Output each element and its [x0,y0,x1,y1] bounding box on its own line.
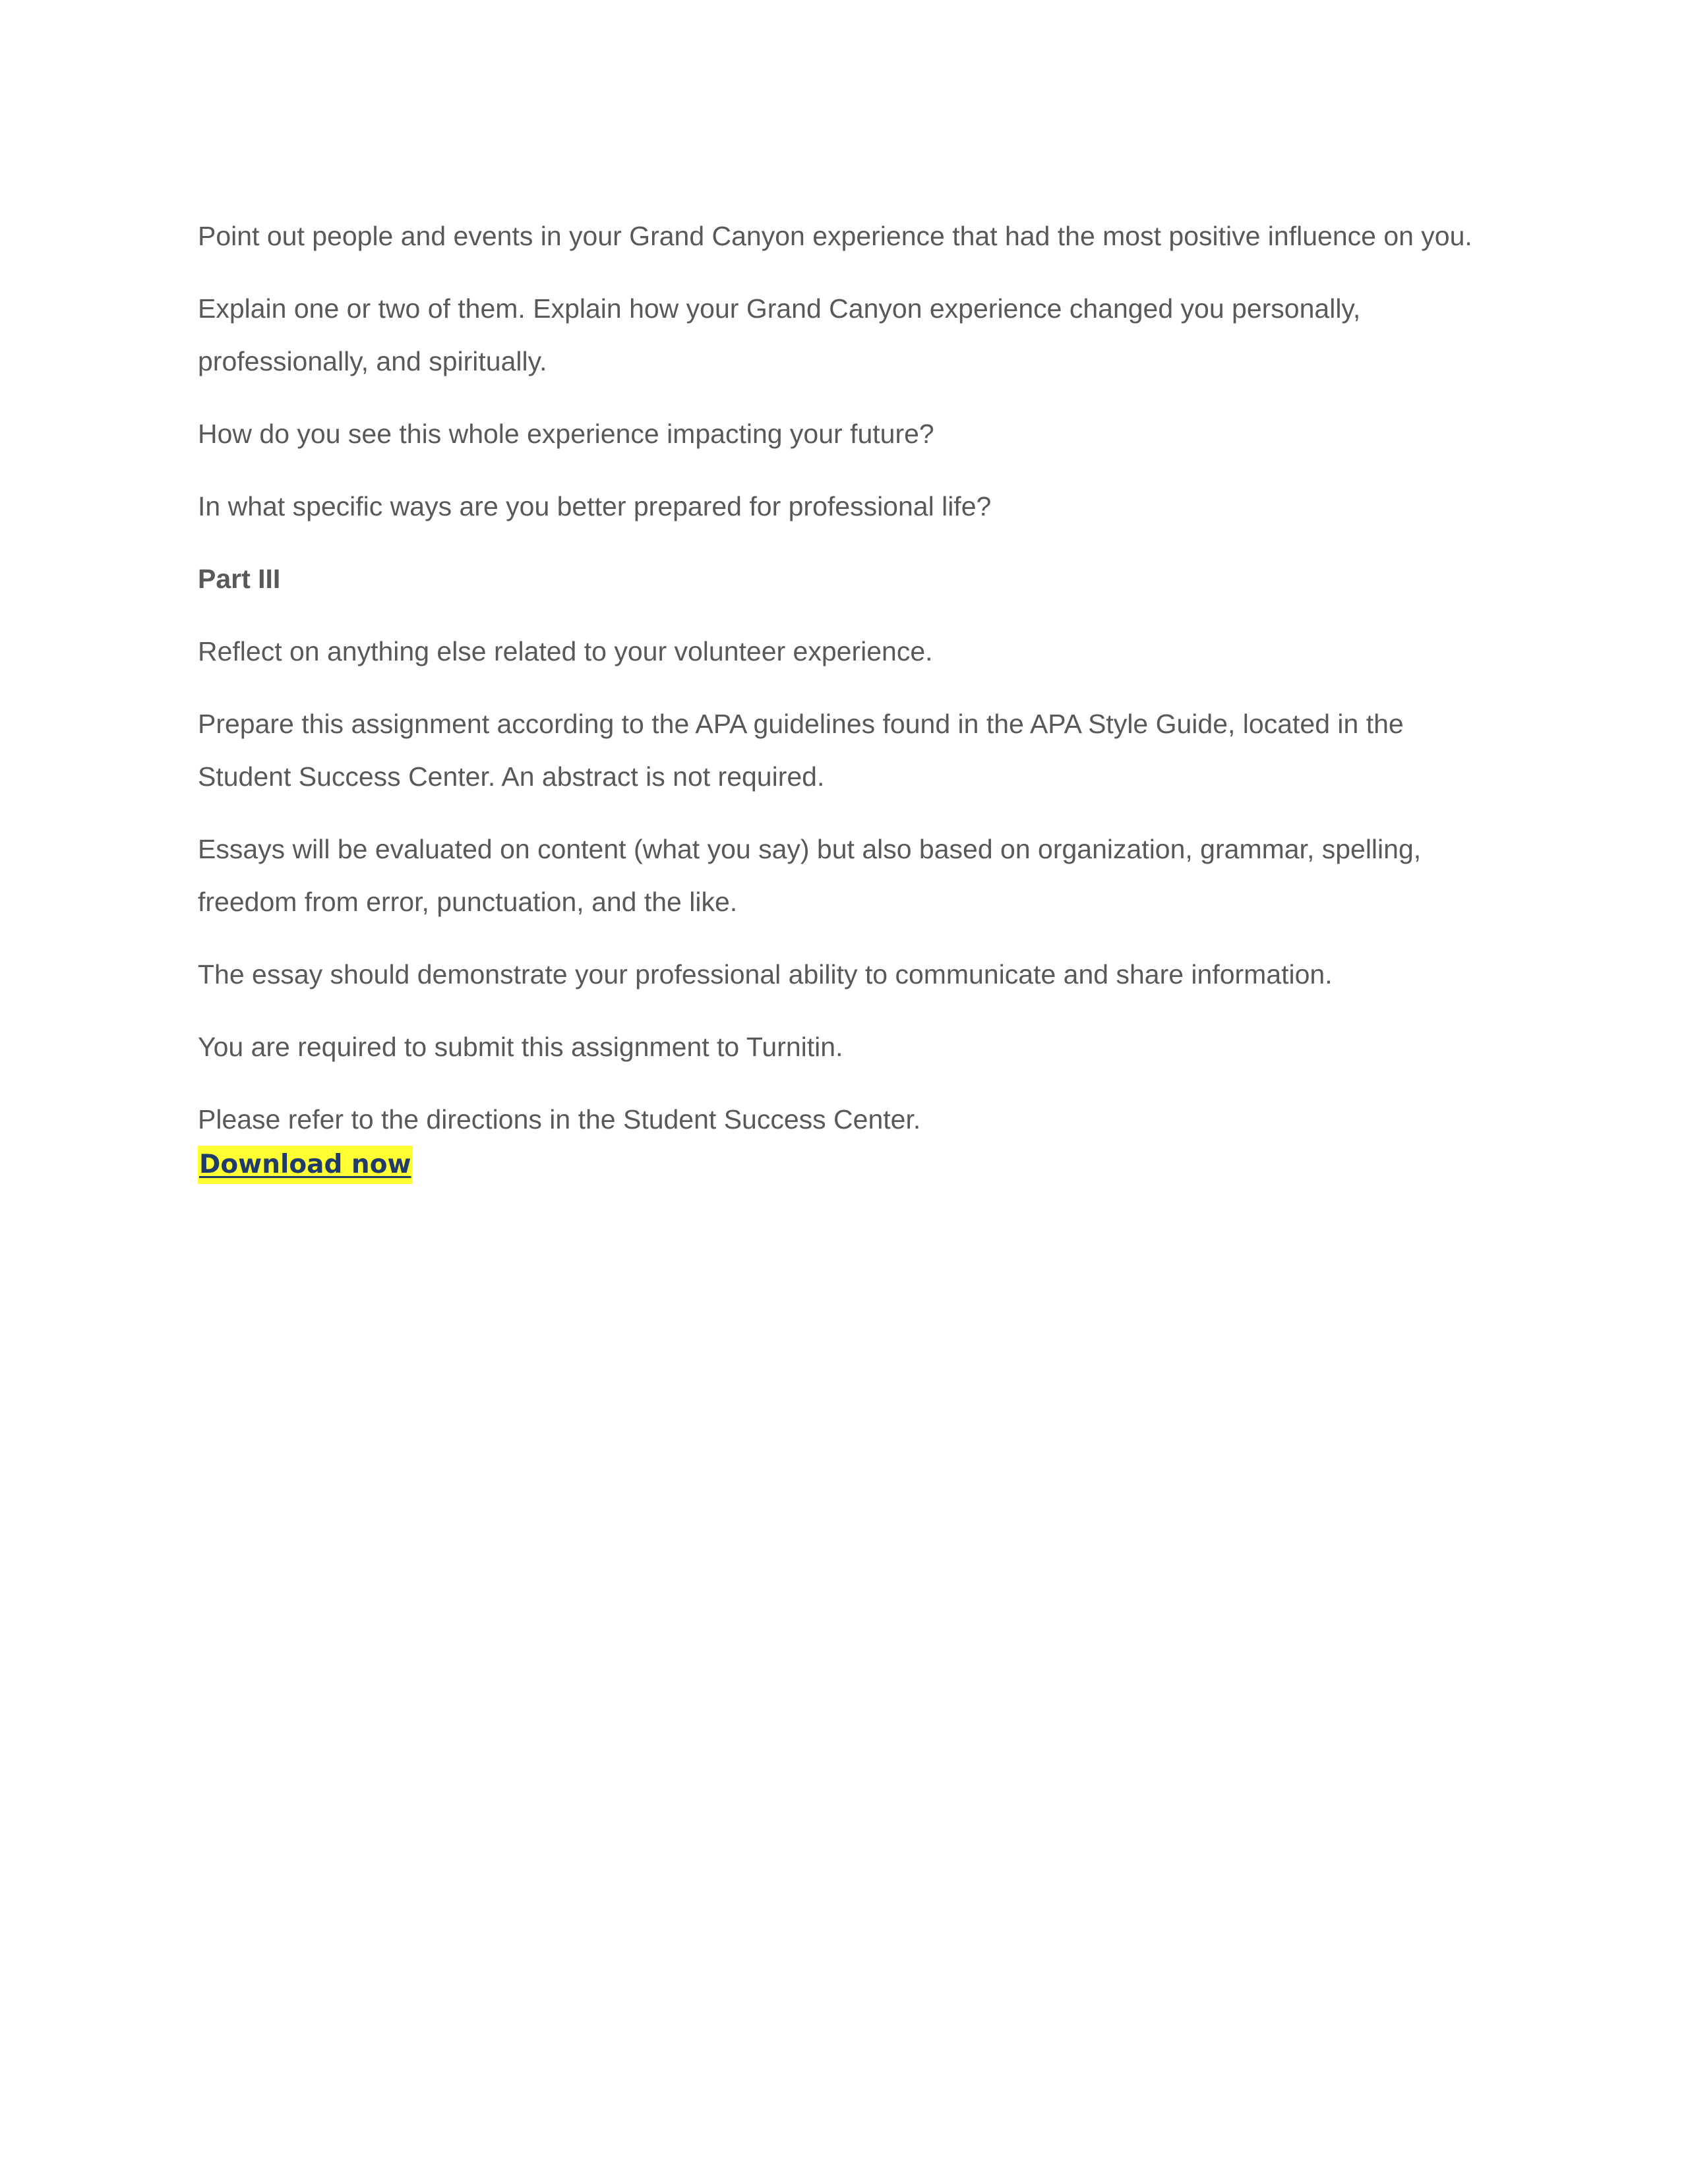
paragraph-directions: Please refer to the directions in the Student Success Center. [198,1104,921,1135]
document-body [198,210,1477,1184]
download-now-link[interactable]: Download now [198,1146,413,1184]
paragraph-apa: Prepare this assignment according to the APA guidelines found in the APA Style Guide, located in the Student Success Center. An abstract is not required. [198,709,1404,792]
paragraph-communicate: The essay should demonstrate your professional ability to communicate and share information. [198,959,1333,989]
section-heading-part-iii: Part III [198,564,281,594]
paragraph-prepared: In what specific ways are you better prepared for professional life? [198,491,992,521]
paragraph-reflect: Reflect on anything else related to your volunteer experience. [198,636,933,666]
paragraph-turnitin: You are required to submit this assignment to Turnitin. [198,1032,843,1062]
paragraph-influence: Point out people and events in your Grand Canyon experience that had the most positive influence on you. [198,221,1472,251]
paragraph-explain: Explain one or two of them. Explain how your Grand Canyon experience changed you personally, professionally, and spiritually. [198,293,1361,376]
paragraph-future: How do you see this whole experience impacting your future? [198,419,934,449]
paragraph-evaluation: Essays will be evaluated on content (what you say) but also based on organization, grammar, spelling, freedom from error, punctuation, and the like. [198,834,1422,917]
